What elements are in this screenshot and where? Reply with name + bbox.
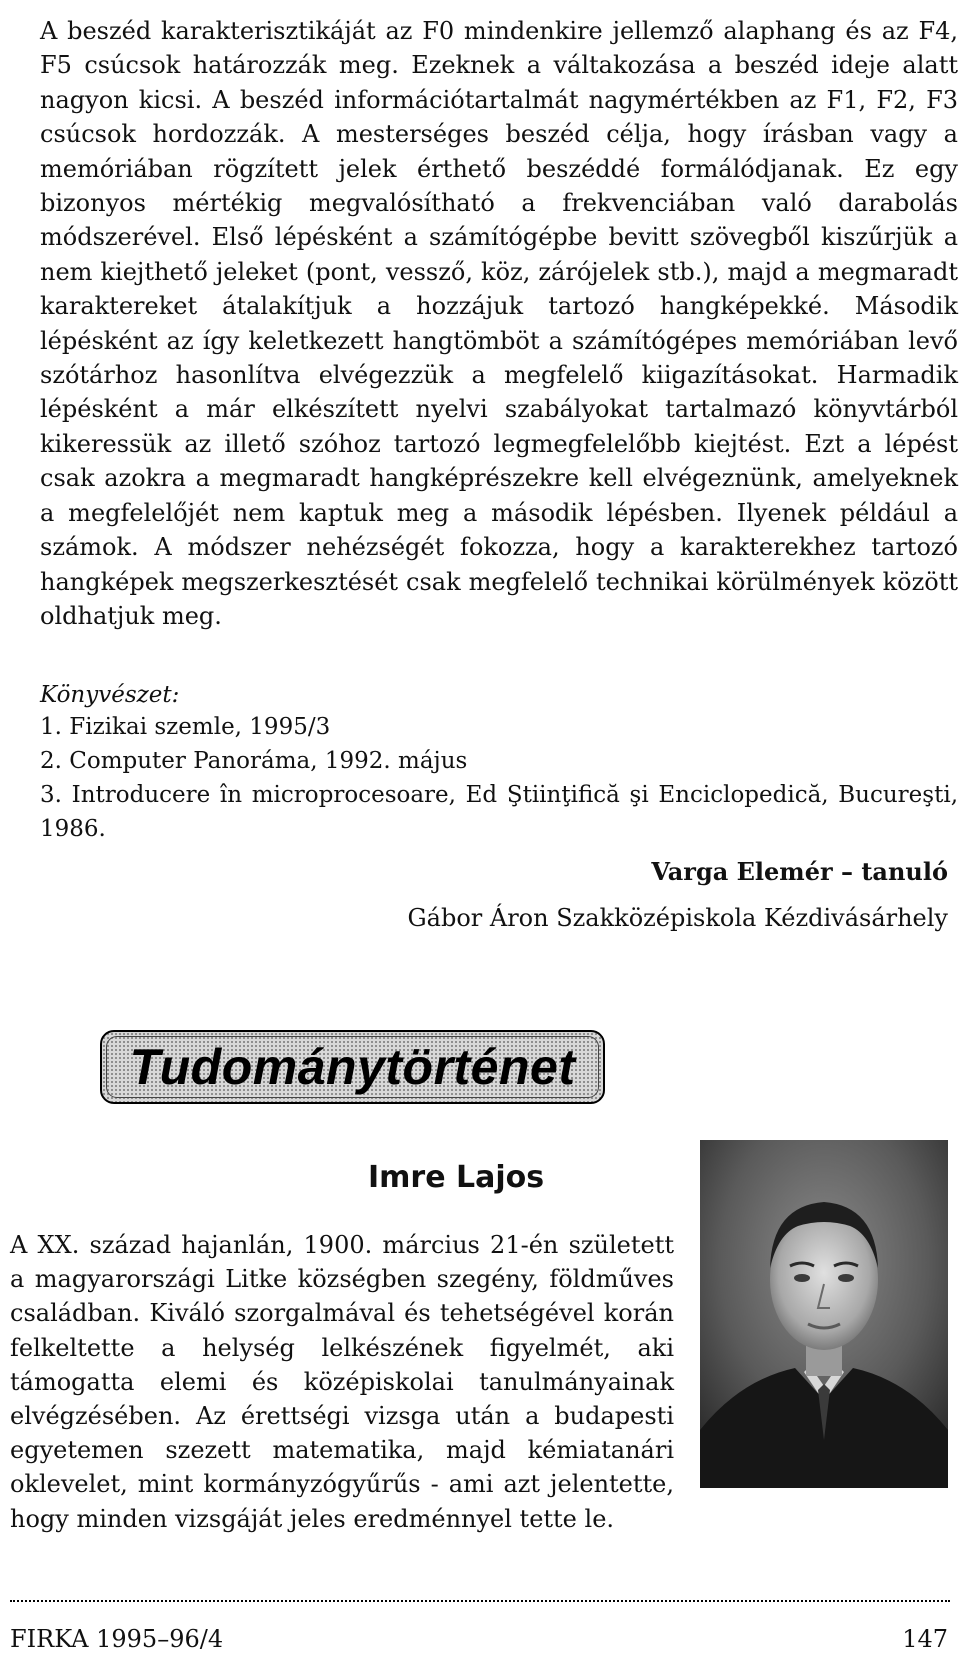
bibliography-item [40, 778, 958, 846]
article-title: Imre Lajos [368, 1160, 545, 1195]
article-paragraph: A XX. század hajanlán, 1900. március 21-én született a magyarországi Litke községben szegény, földműves családban. Kiváló szorgalmával és tehetségével korán felkeltette a helység lelkészének figyelmét, aki támogatta elemi és középiskolai tanulmányainak elvégzésében. Az érettségi vizsga után a budapesti egyetemen szezett matematika, majd kémiatanári oklevelet, mint kormányzógyűrűs - ami azt jelentette, hogy minden vizsgáját jeles eredménnyel tette le. [10, 1231, 674, 1533]
bibliography-item-number: 2. [40, 748, 62, 774]
footer-journal: FIRKA 1995–96/4 [10, 1625, 224, 1653]
bibliography-heading: Könyvészet: [40, 682, 180, 708]
bibliography-item-text: Computer Panoráma, 1992. május [69, 748, 468, 774]
portrait-photo-image [700, 1140, 948, 1488]
bibliography-item-number: 1. [40, 714, 62, 740]
author-signature: Varga Elemér – tanuló [651, 857, 948, 886]
bibliography-item [40, 744, 958, 778]
bibliography-item-text: Introducere în microprocesoare, Ed Ştiinţifică şi Enciclopedică, Bucureşti, 1986. [40, 782, 959, 842]
page-number: 147 [902, 1625, 948, 1653]
bibliography-list [40, 710, 958, 846]
section-banner-title: Tudománytörténet [129, 1039, 576, 1095]
section-banner [100, 1030, 605, 1104]
bibliography-item-text: Fizikai szemle, 1995/3 [69, 714, 331, 740]
footer-divider [10, 1600, 950, 1602]
bibliography-item-number: 3. [40, 782, 62, 808]
main-paragraph: A beszéd karakterisztikáját az F0 mindenkire jellemző alaphang és az F4, F5 csúcsok határozzák meg. Ezeknek a váltakozása a beszéd ideje alatt nagyon kicsi. A beszéd információtartalmát nagymértékben az F1, F2, F3 csúcsok hordozzák. A mesterséges beszéd célja, hogy írásban vagy a memóriában rögzített jelek érthető beszéddé formálódjanak. Ez egy bizonyos mértékig megvalósítható a frekvenciában való darabolás módszerével. Első lépésként a számítógépbe bevitt szövegből kiszűrjük a nem kiejthető jeleket (pont, vessző, köz, zárójelek stb.), majd a megmaradt karaktereket átalakítjuk a hozzájuk tartozó hangképekké. Második lépésként az így keletkezett hangtömböt a számítógépes memóriában levő szótárhoz hasonlítva elvégezzük a megfelelő kiigazításokat. Harmadik lépésként a már elkészített nyelvi szabályokat tartalmazó könyvtárból kikeressük az illető szóhoz tartozó legmegfelelőbb kiejtést. Ezt a lépést csak azokra a megmaradt hangképrészekre kell elvégeznünk, amelyeknek a megfelelőjét nem kaptuk meg a második lépésben. Ilyenek például a számok. A módszer nehézségét fokozza, hogy a karakterekhez tartozó hangképek megszerkesztését csak megfelelő technikai körülmények között oldhatjuk meg. [40, 17, 958, 630]
author-school: Gábor Áron Szakközépiskola Kézdivásárhely [407, 904, 948, 932]
portrait-photo [700, 1140, 948, 1488]
bibliography-item [40, 710, 958, 744]
